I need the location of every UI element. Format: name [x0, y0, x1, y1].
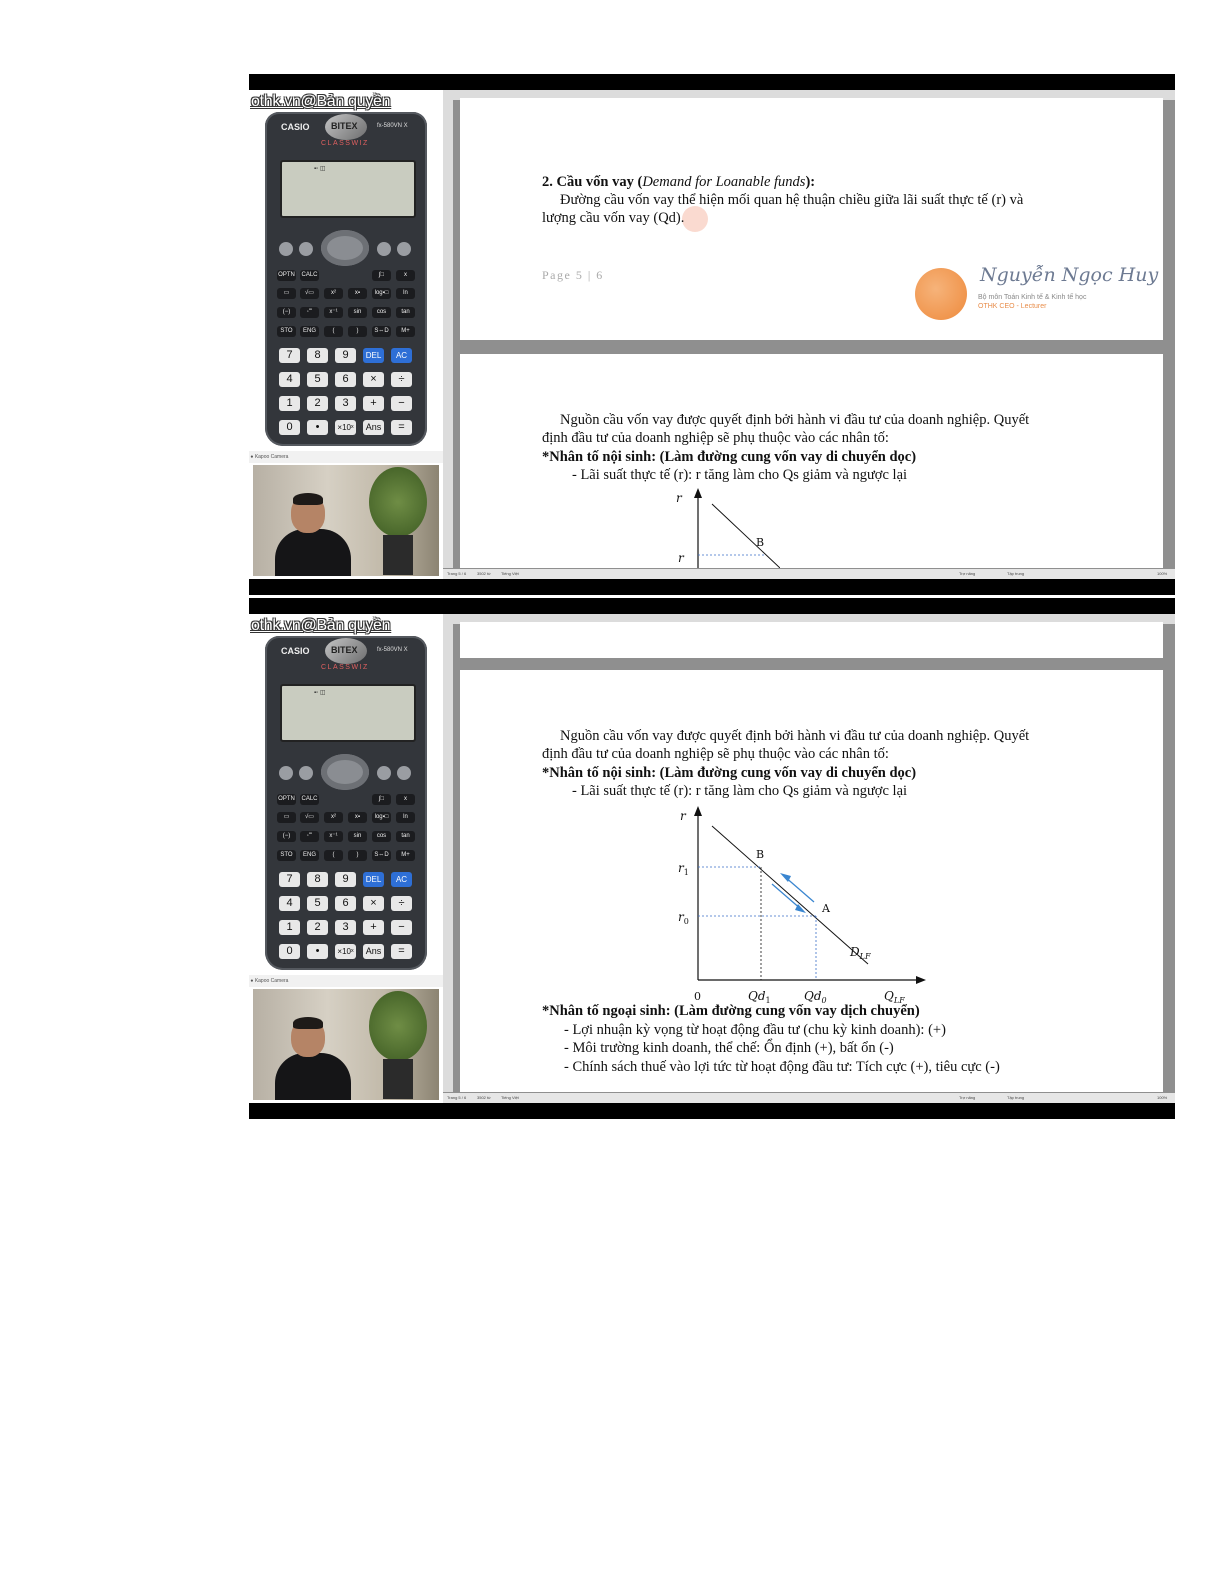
- calc-key: ∫□: [372, 270, 391, 281]
- vertical-ruler: [443, 624, 453, 1092]
- calc-key: OPTN: [277, 794, 296, 805]
- qd1-label: $Qd_1$: [748, 989, 771, 1004]
- calc-key: x▪: [348, 812, 367, 823]
- calc-key: 1: [279, 920, 300, 935]
- x-axis-arrow: [916, 976, 926, 984]
- calc-key: Ans: [363, 420, 384, 435]
- calc-key: •: [307, 944, 328, 959]
- calculator-series: CLASSWIZ: [321, 140, 369, 147]
- calc-key: S⇔D: [372, 850, 391, 861]
- status-zoom[interactable]: 100%: [1157, 571, 1168, 576]
- on-key: [397, 242, 411, 256]
- document-page-5-bottom: [460, 622, 1163, 658]
- status-accessibility[interactable]: Trợ năng: [959, 571, 976, 576]
- calc-key: ENG: [300, 326, 319, 337]
- calculator-brand: CASIO: [281, 646, 310, 656]
- point-b-label: B: [756, 848, 765, 861]
- subheading: *Nhân tố nội sinh: (Làm đường cung vốn vay di chuyển dọc): [542, 765, 917, 781]
- alpha-key: [299, 766, 313, 780]
- calc-key: x: [396, 270, 415, 281]
- copyright-watermark: othk.vn@Bản quyền: [251, 93, 391, 110]
- demand-graph-partial: [670, 486, 780, 568]
- calc-key: ÷: [391, 896, 412, 911]
- calc-key: 1: [279, 396, 300, 411]
- calculator-badge: BITEX: [331, 121, 358, 131]
- on-key: [397, 766, 411, 780]
- calc-key: =: [391, 944, 412, 959]
- status-words: 3502 từ: [477, 571, 491, 576]
- paragraph-line: định đầu tư của doanh nghiệp sẽ phụ thuộc vào các nhân tố:: [542, 430, 889, 446]
- calculator-image: [265, 636, 427, 970]
- bullet-item: - Lãi suất thực tế (r): r tăng làm cho Qs giảm và ngược lại: [572, 467, 908, 483]
- calc-key: •: [307, 420, 328, 435]
- demand-curve: [712, 826, 868, 964]
- loanable-funds-demand-graph: [670, 804, 930, 1004]
- plant-icon: [369, 991, 427, 1061]
- calc-key: 9: [335, 348, 356, 363]
- paragraph-line: Nguồn cầu vốn vay được quyết định bởi hành vi đầu tư của doanh nghiệp. Quyết: [560, 728, 1030, 744]
- calc-key: S⇔D: [372, 326, 391, 337]
- bullet-item: - Lợi nhuận kỳ vọng từ hoạt động đầu tư (chu kỳ kinh doanh): (+): [564, 1022, 946, 1038]
- calculator-series: CLASSWIZ: [321, 664, 369, 671]
- logo-subtitle: Bộ môn Toán Kinh tế & Kinh tế học: [978, 294, 1087, 301]
- calc-key: √▭: [300, 812, 319, 823]
- calc-key: √▭: [300, 288, 319, 299]
- status-language[interactable]: Tiếng Việt: [501, 1095, 519, 1100]
- left-panel: [249, 90, 443, 579]
- calc-key: ÷: [391, 372, 412, 387]
- r1-label: $r_1$: [678, 861, 689, 877]
- calc-key: 7: [279, 872, 300, 887]
- calc-key: 6: [335, 372, 356, 387]
- calc-key: 4: [279, 372, 300, 387]
- calc-key: 5: [307, 372, 328, 387]
- copyright-watermark: othk.vn@Bản quyền: [251, 617, 391, 634]
- calc-key: (−): [277, 307, 296, 318]
- calc-key: DEL: [363, 348, 384, 363]
- calculator-image: [265, 112, 427, 446]
- plant-icon: [369, 467, 427, 537]
- menu-key: [377, 242, 391, 256]
- section-heading: 2. Cầu vốn vay (Demand for Loanable funds):: [542, 174, 816, 190]
- calc-key: ×: [363, 372, 384, 387]
- left-panel: [249, 614, 443, 1103]
- page-footer: Page 5 | 6: [542, 268, 604, 282]
- dpad-icon: [321, 754, 369, 790]
- calc-key: M+: [396, 850, 415, 861]
- calc-key: ENG: [300, 850, 319, 861]
- subheading: *Nhân tố nội sinh: (Làm đường cung vốn vay di chuyển dọc): [542, 449, 917, 465]
- calculator-screen: ▪▫ ◫: [280, 160, 416, 218]
- calc-key: x²: [324, 288, 343, 299]
- calc-key: ◦''': [300, 307, 319, 318]
- video-frame-2: [249, 598, 1175, 1119]
- bullet-item: - Lãi suất thực tế (r): r tăng làm cho Qs giảm và ngược lại: [572, 783, 908, 799]
- calc-key: =: [391, 420, 412, 435]
- status-words: 3502 từ: [477, 1095, 491, 1100]
- qd0-label: $Qd_0$: [804, 989, 827, 1004]
- calc-key: +: [363, 920, 384, 935]
- y-axis-label: r: [676, 491, 682, 505]
- calc-key: x²: [324, 812, 343, 823]
- status-page: Trang 5 / 6: [447, 571, 467, 576]
- calc-key: +: [363, 396, 384, 411]
- status-page: Trang 5 / 6: [447, 1095, 467, 1100]
- cursor-highlight: [682, 206, 708, 232]
- calc-key: 3: [335, 396, 356, 411]
- calc-key: ∫□: [372, 794, 391, 805]
- calc-key: AC: [391, 348, 412, 363]
- calc-key: 8: [307, 872, 328, 887]
- status-language[interactable]: Tiếng Việt: [501, 571, 519, 576]
- calc-key: ): [348, 326, 367, 337]
- calc-key: log▪□: [372, 288, 391, 299]
- calc-key: sin: [348, 831, 367, 842]
- calc-key: x: [396, 794, 415, 805]
- calc-key: CALC: [300, 270, 319, 281]
- shift-key: [279, 766, 293, 780]
- bullet-item: - Chính sách thuế vào lợi tức từ hoạt động đầu tư: Tích cực (+), tiêu cực (-): [564, 1059, 1000, 1075]
- brand-logo-icon: [915, 268, 967, 320]
- calc-key: cos: [372, 831, 391, 842]
- calc-key: AC: [391, 872, 412, 887]
- calc-key: Ans: [363, 944, 384, 959]
- vertical-ruler: [443, 100, 453, 568]
- calc-key: ◦''': [300, 831, 319, 842]
- calc-key: (: [324, 326, 343, 337]
- calc-key: STO: [277, 850, 296, 861]
- r0-label: $r_0$: [678, 910, 689, 926]
- calc-key: (: [324, 850, 343, 861]
- calc-key: CALC: [300, 794, 319, 805]
- calc-key: 6: [335, 896, 356, 911]
- calc-key: ×: [363, 896, 384, 911]
- status-focus[interactable]: Tập trung: [1007, 571, 1025, 576]
- document-page-6: [460, 354, 1163, 568]
- document-page-5: [460, 98, 1163, 340]
- demand-curve-label: $D_{LF}$: [850, 945, 871, 961]
- calc-key: x⁻¹: [324, 831, 343, 842]
- point-a-label: A: [822, 902, 830, 915]
- word-document-area: [443, 614, 1175, 1103]
- y-axis-arrow: [694, 806, 702, 816]
- calc-key: log▪□: [372, 812, 391, 823]
- y-axis-label: r: [680, 809, 686, 823]
- point-b-label: B: [756, 536, 765, 549]
- dpad-icon: [321, 230, 369, 266]
- calc-key: −: [391, 396, 412, 411]
- status-bar: [443, 569, 1175, 579]
- r1-label: r: [678, 551, 684, 565]
- calc-key: sin: [348, 307, 367, 318]
- paragraph-line: lượng cầu vốn vay (Qd).: [542, 210, 685, 226]
- calc-key: x⁻¹: [324, 307, 343, 318]
- calc-key: 8: [307, 348, 328, 363]
- calc-key: ▭: [277, 812, 296, 823]
- subheading: *Nhân tố ngoại sinh: (Làm đường cung vốn vay dịch chuyển): [542, 1003, 920, 1019]
- calc-key: 4: [279, 896, 300, 911]
- calc-key: ▭: [277, 288, 296, 299]
- calculator-screen: ▪▫ ◫: [280, 684, 416, 742]
- calculator-brand: CASIO: [281, 122, 310, 132]
- shift-key: [279, 242, 293, 256]
- calc-key: 9: [335, 872, 356, 887]
- paragraph-line: định đầu tư của doanh nghiệp sẽ phụ thuộc vào các nhân tố:: [542, 746, 889, 762]
- camera-titlebar: ● Kapoo Camera: [249, 451, 443, 463]
- calc-key: 0: [279, 420, 300, 435]
- document-page-6: [460, 670, 1163, 1092]
- status-zoom[interactable]: 100%: [1157, 1095, 1168, 1100]
- paragraph-line: Nguồn cầu vốn vay được quyết định bởi hành vi đầu tư của doanh nghiệp. Quyết: [560, 412, 1030, 428]
- status-focus[interactable]: Tập trung: [1007, 1095, 1025, 1100]
- calc-key: 5: [307, 896, 328, 911]
- calc-key: M+: [396, 326, 415, 337]
- calc-key: 3: [335, 920, 356, 935]
- calculator-model: fx-580VN X: [377, 647, 408, 653]
- webcam-video: [253, 989, 439, 1100]
- calc-key: 7: [279, 348, 300, 363]
- x-axis-label: $Q_{LF}$: [884, 989, 905, 1004]
- logo-role: OTHK CEO - Lecturer: [978, 303, 1047, 310]
- word-document-area: [443, 90, 1175, 579]
- calculator-model: fx-580VN X: [377, 123, 408, 129]
- calculator-badge: BITEX: [331, 645, 358, 655]
- alpha-key: [299, 242, 313, 256]
- calc-key: 2: [307, 396, 328, 411]
- calc-key: DEL: [363, 872, 384, 887]
- calc-key: ): [348, 850, 367, 861]
- calc-key: ×10ˣ: [335, 944, 356, 959]
- calc-key: 2: [307, 920, 328, 935]
- calc-key: ln: [396, 812, 415, 823]
- calc-key: cos: [372, 307, 391, 318]
- video-frame-1: [249, 74, 1175, 595]
- calc-key: STO: [277, 326, 296, 337]
- paragraph-line: Đường cầu vốn vay thể hiện mối quan hệ thuận chiều giữa lãi suất thực tế (r) và: [560, 192, 1024, 208]
- calc-key: −: [391, 920, 412, 935]
- origin-label: 0: [694, 990, 701, 1003]
- calc-key: 0: [279, 944, 300, 959]
- calc-key: ×10ˣ: [335, 420, 356, 435]
- logo-name: Nguyễn Ngọc Huy: [980, 264, 1159, 286]
- status-accessibility[interactable]: Trợ năng: [959, 1095, 976, 1100]
- calc-key: x▪: [348, 288, 367, 299]
- calc-key: (−): [277, 831, 296, 842]
- webcam-video: [253, 465, 439, 576]
- bullet-item: - Môi trường kinh doanh, thể chế: Ổn định (+), bất ổn (-): [564, 1040, 894, 1056]
- calc-key: tan: [396, 307, 415, 318]
- camera-titlebar: ● Kapoo Camera: [249, 975, 443, 987]
- menu-key: [377, 766, 391, 780]
- calc-key: ln: [396, 288, 415, 299]
- calc-key: tan: [396, 831, 415, 842]
- status-bar: [443, 1093, 1175, 1103]
- calc-key: OPTN: [277, 270, 296, 281]
